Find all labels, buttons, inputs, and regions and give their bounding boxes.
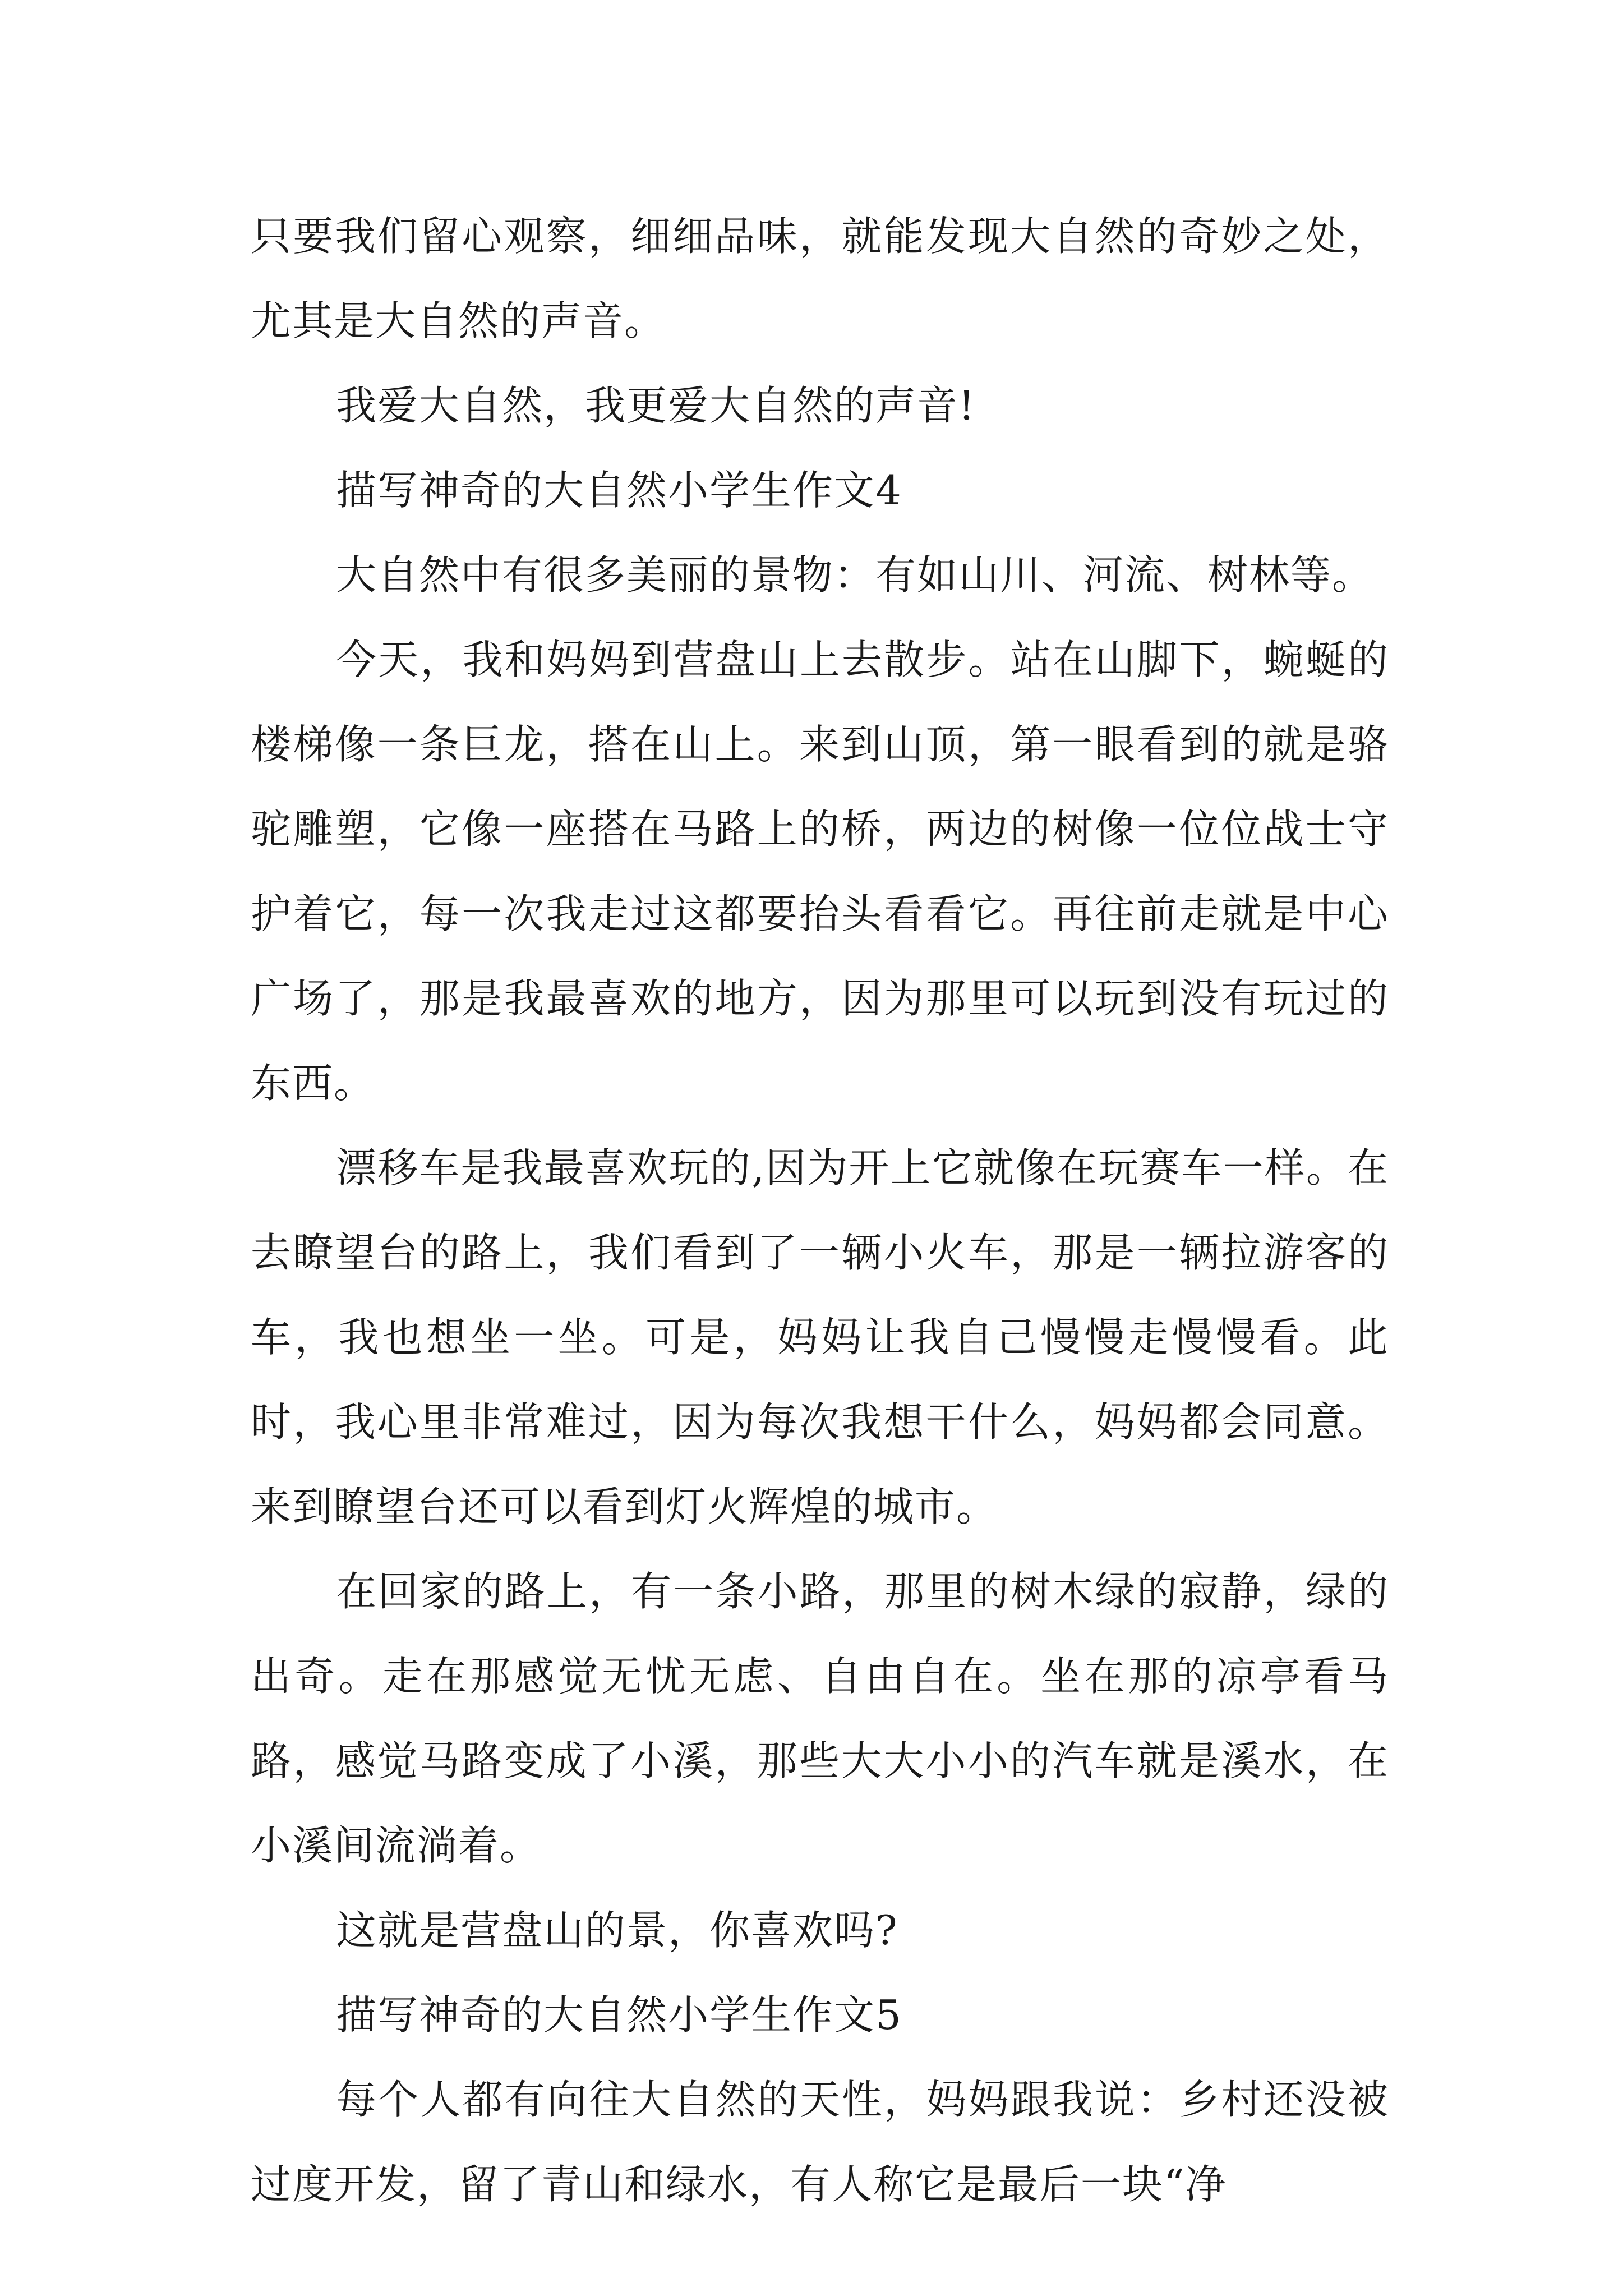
- paragraph: 大自然中有很多美丽的景物：有如山川、河流、树林等。: [336, 551, 1374, 599]
- paragraph: 这就是营盘山的景，你喜欢吗?: [336, 1907, 898, 1954]
- essay-heading: 描写神奇的大自然小学生作文5: [336, 1991, 902, 2039]
- paragraph: 在回家的路上，有一条小路，那里的树木绿的寂静，绿的出奇。走在那感觉无忧无虑、自由自在。坐在那的凉亭看马路，感觉马路变成了小溪，那些大大小小的汽车就是溪水，在小溪间流淌着。: [251, 1568, 1389, 1869]
- essay-heading: 描写神奇的大自然小学生作文4: [336, 467, 902, 514]
- paragraph: 每个人都有向往大自然的天性，妈妈跟我说：乡村还没被过度开发，留了青山和绿水，有人称它是最后一块“净: [251, 2076, 1389, 2208]
- paragraph: 漂移车是我最喜欢玩的,因为开上它就像在玩赛车一样。在去瞭望台的路上，我们看到了一辆小火车，那是一辆拉游客的车，我也想坐一坐。可是，妈妈让我自己慢慢走慢慢看。此时，我心里非常难过，因为每次我想干什么，妈妈都会同意。来到瞭望台还可以看到灯火辉煌的城市。: [251, 1144, 1389, 1530]
- paragraph: 今天，我和妈妈到营盘山上去散步。站在山脚下，蜿蜒的楼梯像一条巨龙，搭在山上。来到山顶，第一眼看到的就是骆驼雕塑，它像一座搭在马路上的桥，两边的树像一位位战士守护着它，每一次我走过这都要抬头看看它。再往前走就是中心广场了，那是我最喜欢的地方，因为那里可以玩到没有玩过的东西。: [251, 636, 1389, 1107]
- paragraph: 只要我们留心观察，细细品味，就能发现大自然的奇妙之处，尤其是大自然的声音。: [251, 213, 1389, 344]
- paragraph: 我爱大自然，我更爱大自然的声音!: [336, 382, 976, 429]
- document-body: [251, 194, 1389, 2227]
